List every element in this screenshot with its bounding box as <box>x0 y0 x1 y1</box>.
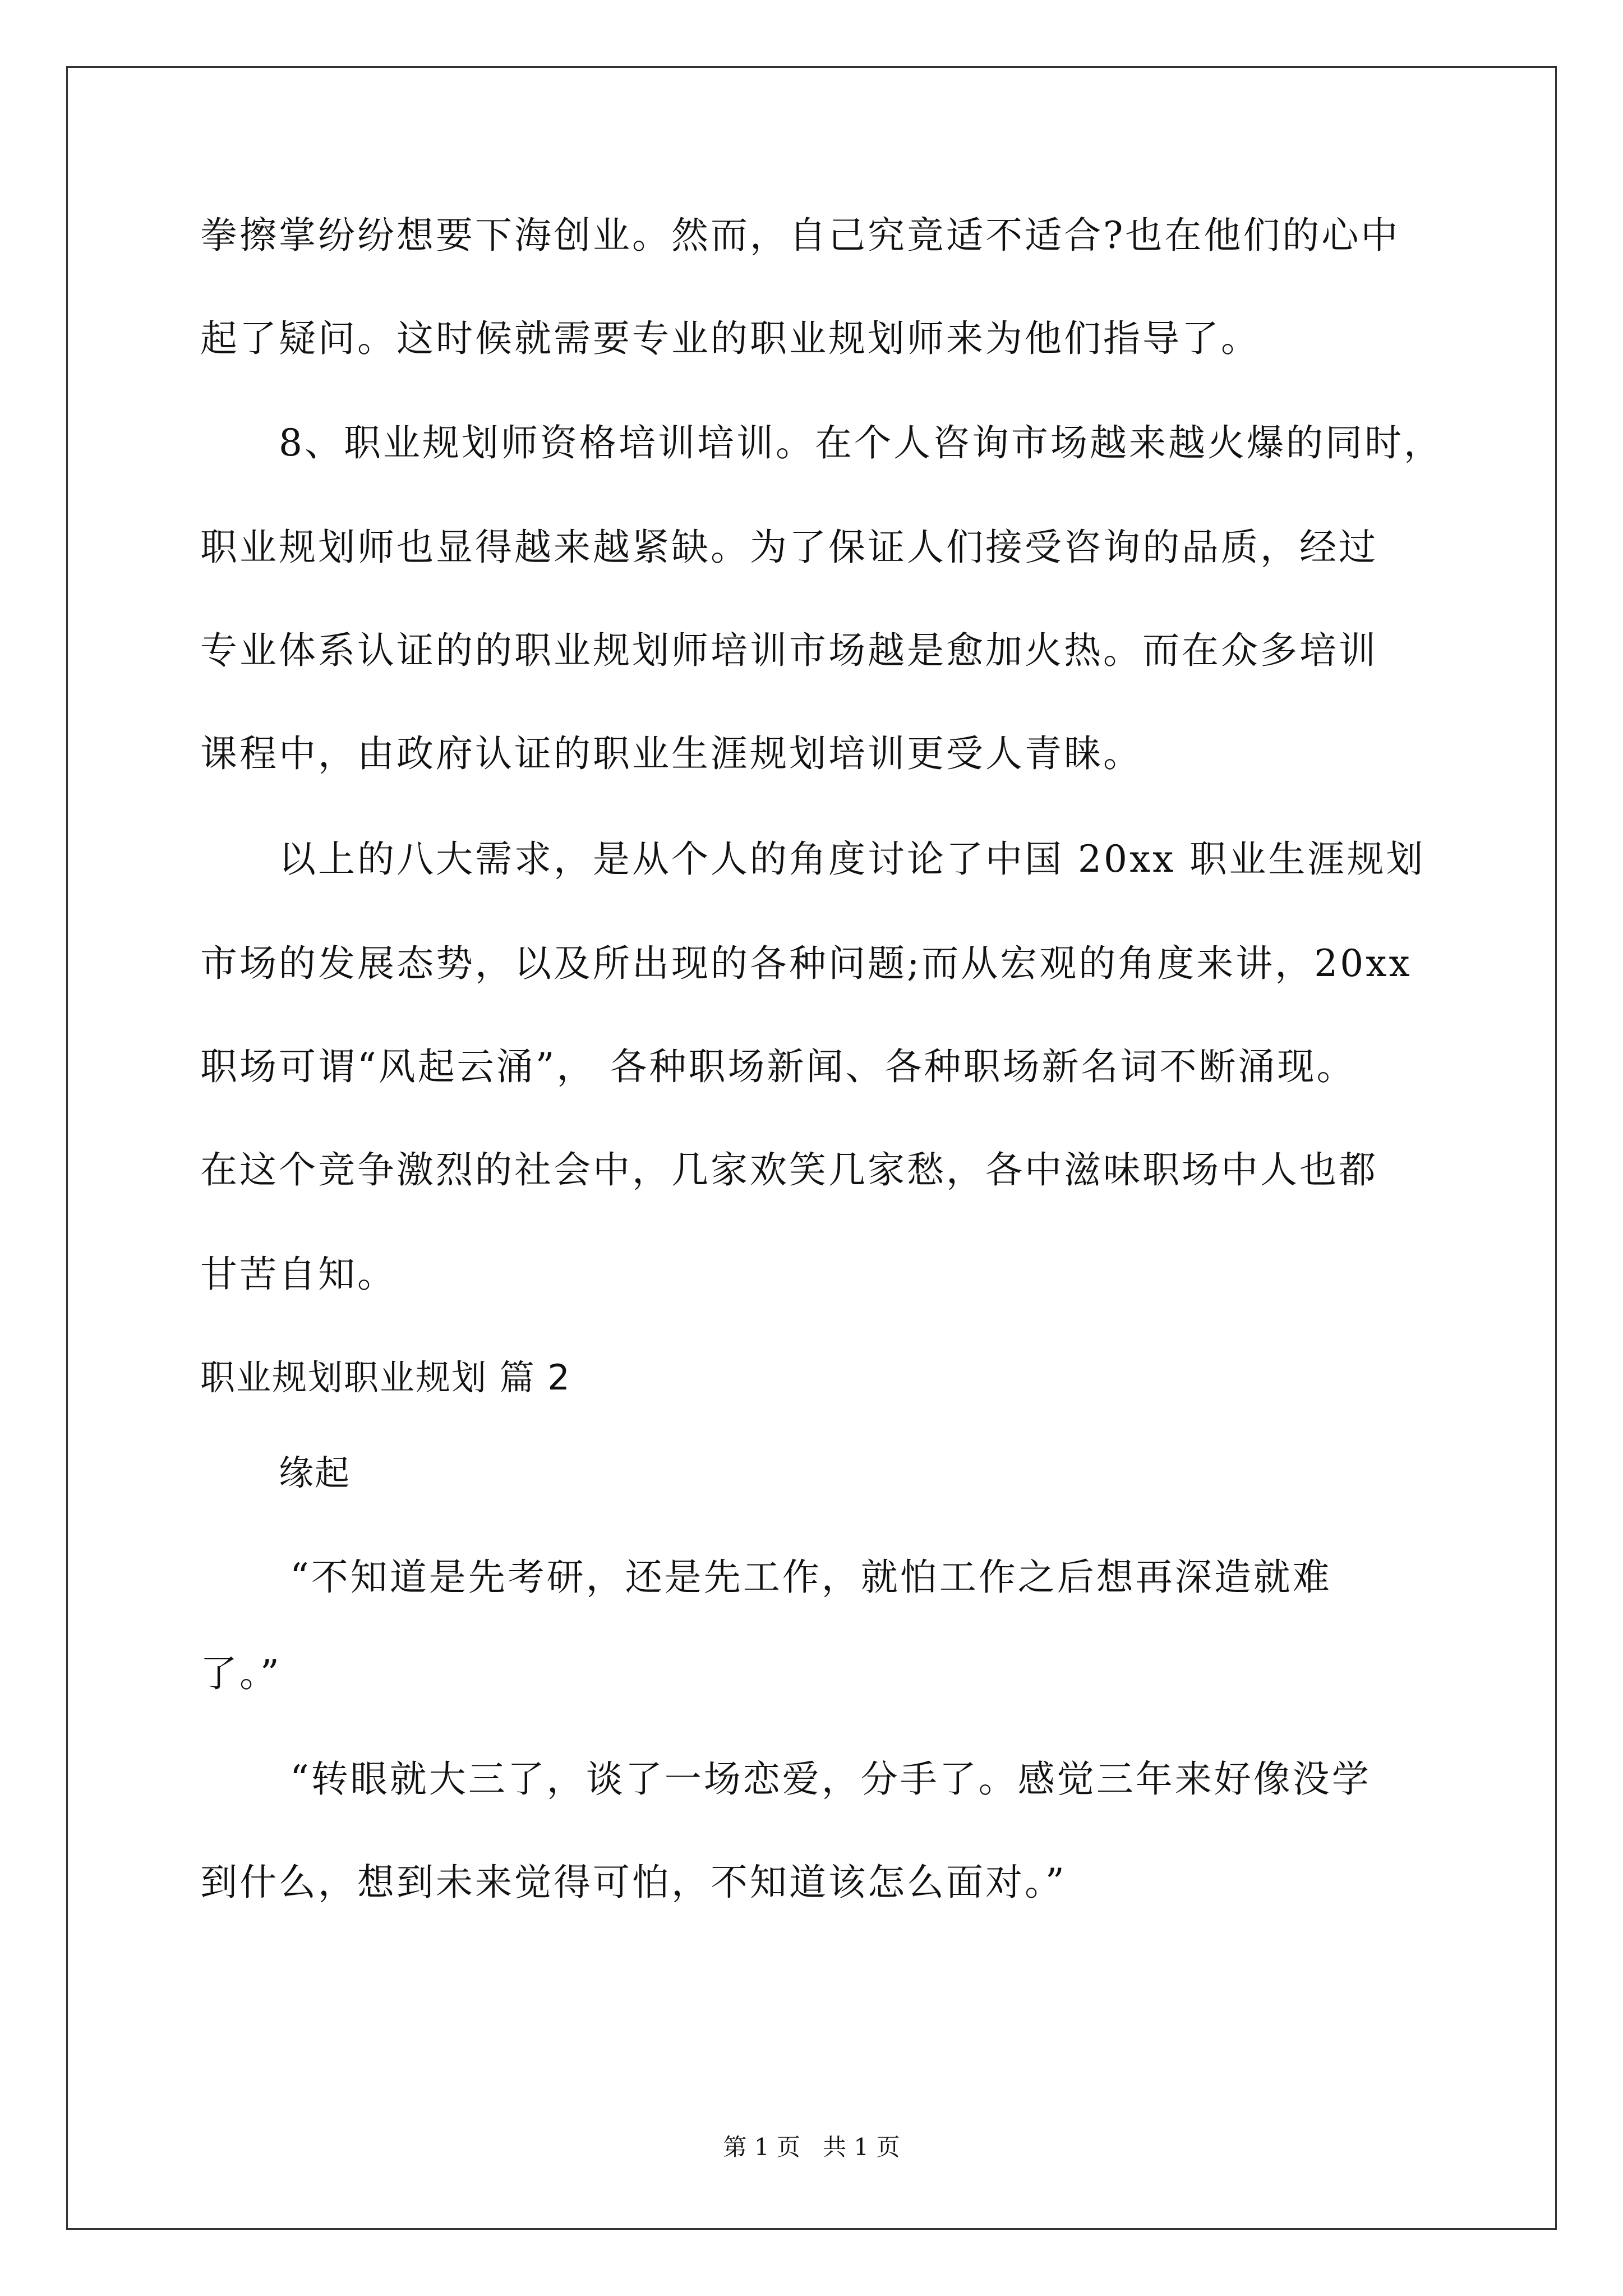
text-line: 市场的发展态势，以及所出现的各种问题;而从宏观的角度来讲，20xx <box>200 942 1412 985</box>
text-line: 起了疑问。这时候就需要专业的职业规划师来为他们指导了。 <box>200 317 1260 360</box>
quote-line: 了。” <box>200 1652 282 1695</box>
section-heading: 职业规划职业规划 篇 2 <box>200 1357 571 1398</box>
quote-line: “不知道是先考研，还是先工作，就怕工作之后想再深造就难 <box>290 1556 1332 1599</box>
text-line: 课程中，由政府认证的职业生涯规划培训更受人青睐。 <box>200 732 1142 775</box>
text-line: 甘苦自知。 <box>200 1253 396 1296</box>
text-line: 拳擦掌纷纷想要下海创业。然而，自己究竟适不适合?也在他们的心中 <box>200 214 1400 257</box>
page-footer: 第 1 页 共 1 页 <box>723 2133 900 2161</box>
quote-line: 到什么，想到未来觉得可怕，不知道该怎么面对。” <box>200 1861 1067 1904</box>
subsection-heading: 缘起 <box>279 1452 351 1493</box>
text-line: 8、职业规划师资格培训培训。在个人咨询市场越来越火爆的同时， <box>279 421 1443 464</box>
text-line: 专业体系认证的的职业规划师培训市场越是愈加火热。而在众多培训 <box>200 629 1378 672</box>
text-line: 职业规划师也显得越来越紧缺。为了保证人们接受咨询的品质，经过 <box>200 526 1378 569</box>
text-line: 在这个竞争激烈的社会中，几家欢笑几家愁，各中滋味职场中人也都 <box>200 1148 1378 1191</box>
text-line: 职场可谓“风起云涌”， 各种职场新闻、各种职场新名词不断涌现。 <box>200 1045 1356 1088</box>
quote-line: “转眼就大三了，谈了一场恋爱，分手了。感觉三年来好像没学 <box>290 1757 1371 1801</box>
text-line: 以上的八大需求，是从个人的角度讨论了中国 20xx 职业生涯规划 <box>279 838 1426 881</box>
